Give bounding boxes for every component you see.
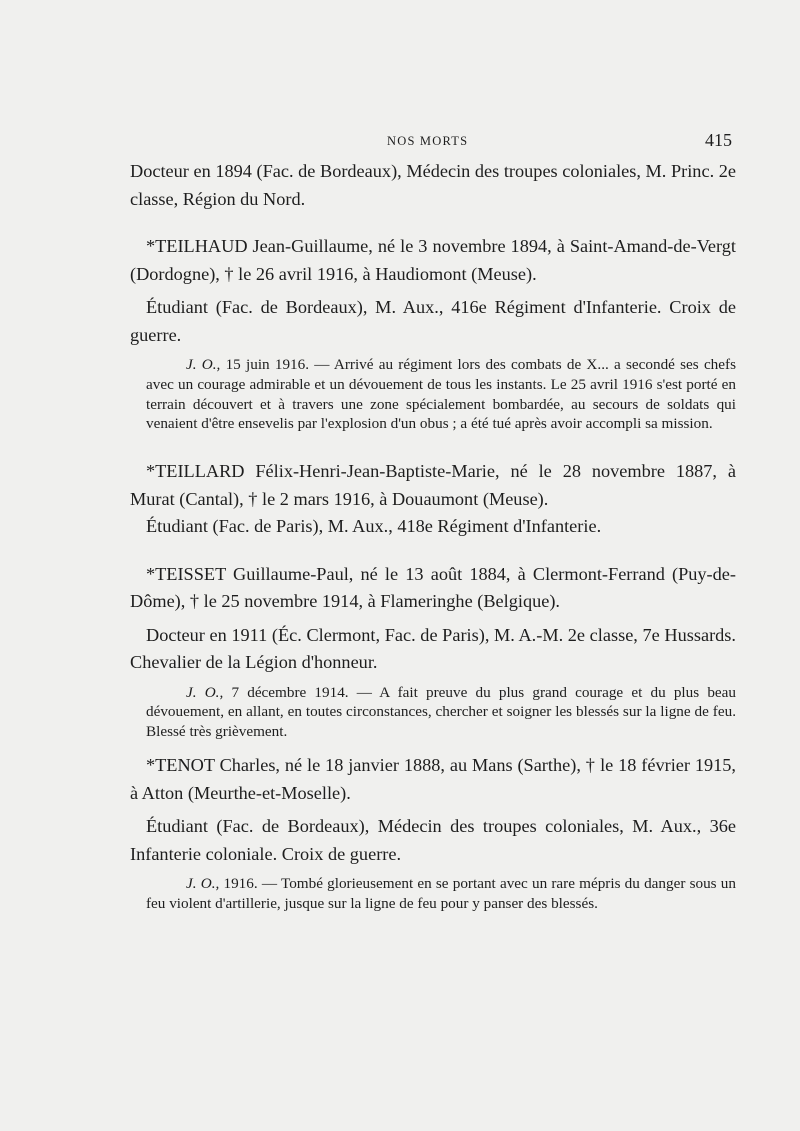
entry-teisset xyxy=(130,561,736,742)
entry-detail: Étudiant (Fac. de Bordeaux), Médecin des troupes coloniales, M. Aux., 36e Infanterie coloniale. Croix de guerre. xyxy=(130,816,736,864)
entry-detail: Étudiant (Fac. de Paris), M. Aux., 418e Régiment d'Infanterie. xyxy=(146,516,602,537)
page-number: 415 xyxy=(705,130,732,150)
entry-citation xyxy=(130,355,736,434)
entry-name-line: *TEILHAUD Jean-Guillaume, né le 3 novembre 1894, à Saint-Amand-de-Vergt (Dordogne), † le 26 avril 1916, à Haudiomont (Meuse). xyxy=(130,236,736,284)
running-title: NOS MORTS xyxy=(387,134,469,148)
entry-detail: Docteur en 1911 (Éc. Clermont, Fac. de Paris), M. A.-M. 2e classe, 7e Hussards. Chevalier de la Légion d'honneur. xyxy=(130,624,736,673)
entry-teillard xyxy=(130,458,736,541)
citation-text: 7 décembre 1914. — A fait preuve du plus grand courage et du plus beau dévouement, en allant, en toutes circonstances, chercher et soigner les blessés sur la ligne de feu. Blessé très grièvement. xyxy=(146,683,736,741)
entry-name-line: *TEILLARD Félix-Henri-Jean-Baptiste-Marie, né le 28 novembre 1887, à Murat (Cantal), † le 2 mars 1916, à Douaumont (Meuse). xyxy=(130,461,736,509)
entry-citation xyxy=(130,874,736,914)
running-header xyxy=(0,130,800,154)
citation-text: 15 juin 1916. — Arrivé au régiment lors des combats de X... a secondé ses chefs avec un courage admirable et un dévouement de tous les instants. Le 25 avril 1916 s'est porté en terrain découvert et à travers une zone spécialement bombardée, au secours de soldats qui venaient d'être ensevelis par l'explosion d'un obus ; a été tué après avoir accompli sa mission. xyxy=(146,356,736,433)
citation-source: J. O., xyxy=(186,356,221,373)
entry-name-line: *TEISSET Guillaume-Paul, né le 13 août 1884, à Clermont-Ferrand (Puy-de-Dôme), † le 25 novembre 1914, à Flameringhe (Belgique). xyxy=(130,563,736,612)
page-content xyxy=(130,158,736,918)
entry-detail: Étudiant (Fac. de Bordeaux), M. Aux., 416e Régiment d'Infanterie. Croix de guerre. xyxy=(130,297,736,345)
entry-continuation: Docteur en 1894 (Fac. de Bordeaux), Médecin des troupes coloniales, M. Princ. 2e classe, Région du Nord. xyxy=(130,161,736,209)
entry-tenot xyxy=(130,752,736,914)
entry-name-line: *TENOT Charles, né le 18 janvier 1888, au Mans (Sarthe), † le 18 février 1915, à Atton (Meurthe-et-Moselle). xyxy=(130,755,736,803)
citation-source: J. O., xyxy=(186,875,220,893)
entry-teilhaud xyxy=(130,233,736,434)
citation-source: J. O., xyxy=(186,683,224,701)
entry-citation xyxy=(130,683,736,742)
citation-text: 1916. — Tombé glorieusement en se portant avec un rare mépris du danger sous un feu violent d'artillerie, jusque sur la ligne de feu pour y panser des blessés. xyxy=(146,875,736,912)
